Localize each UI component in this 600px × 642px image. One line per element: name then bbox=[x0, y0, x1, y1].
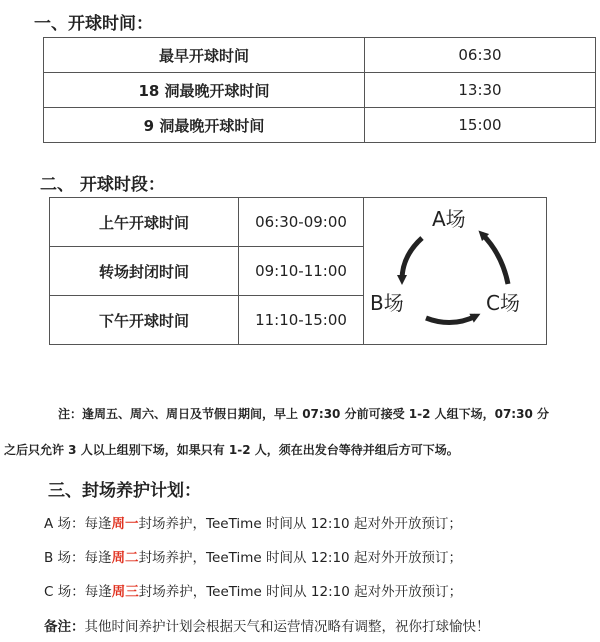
row-label: 下午开球时间 bbox=[50, 296, 239, 345]
plan-item-c bbox=[44, 580, 462, 600]
row-value: 09:10-11:00 bbox=[239, 247, 364, 296]
row-value: 15:00 bbox=[365, 108, 596, 143]
plan-day: 周三 bbox=[111, 584, 139, 600]
table-row bbox=[44, 73, 596, 108]
plan-suffix: 封场养护，TeeTime 时间从 12:10 起对外开放预订； bbox=[138, 584, 463, 600]
plan-suffix: 封场养护，TeeTime 时间从 12:10 起对外开放预订； bbox=[138, 550, 462, 566]
row-value: 06:30 bbox=[365, 38, 596, 73]
arrow-c-to-a bbox=[482, 234, 508, 284]
section2-title: 二、 开球时段： bbox=[40, 175, 165, 195]
rotation-diagram-cell bbox=[364, 198, 547, 345]
tee-time-table bbox=[43, 37, 596, 143]
note-line-2: 之后只允许 3 人以上组别下场，如果只有 1-2 人，须在出发台等待并组后方可下场。 bbox=[4, 443, 459, 457]
rotation-diagram bbox=[364, 198, 544, 344]
remark-text: 其他时间养护计划会根据天气和运营情况略有调整，祝你打球愉快！ bbox=[84, 619, 490, 635]
court-a-label: A场 bbox=[432, 207, 466, 231]
table-row bbox=[50, 198, 547, 247]
note-line-1 bbox=[58, 404, 549, 424]
row-label: 转场封闭时间 bbox=[50, 247, 239, 296]
note-text-1: 逢周五、周六、周日及节假日期间，早上 07:30 分前可接受 1-2 人组下场，07:30 分 bbox=[82, 407, 549, 421]
plan-item-b bbox=[44, 546, 462, 566]
arrow-b-to-c bbox=[426, 316, 476, 323]
remark-label: 备注： bbox=[44, 619, 85, 635]
plan-day: 周一 bbox=[111, 516, 139, 532]
row-label: 18 洞最晚开球时间 bbox=[44, 73, 365, 108]
table-row bbox=[44, 108, 596, 143]
remark bbox=[44, 615, 490, 635]
plan-item-a bbox=[44, 512, 462, 532]
time-slot-table bbox=[49, 197, 547, 345]
court-b-label: B场 bbox=[370, 291, 404, 315]
section1-title: 一、开球时间： bbox=[34, 14, 153, 34]
note-label: 注： bbox=[58, 407, 83, 421]
plan-prefix: A 场：每逢 bbox=[44, 516, 112, 532]
row-label: 上午开球时间 bbox=[50, 198, 239, 247]
table-row bbox=[44, 38, 596, 73]
plan-prefix: C 场：每逢 bbox=[44, 584, 112, 600]
row-value: 06:30-09:00 bbox=[239, 198, 364, 247]
row-value: 11:10-15:00 bbox=[239, 296, 364, 345]
row-label: 9 洞最晚开球时间 bbox=[44, 108, 365, 143]
plan-suffix: 封场养护，TeeTime 时间从 12:10 起对外开放预订； bbox=[138, 516, 462, 532]
plan-day: 周二 bbox=[111, 550, 139, 566]
row-value: 13:30 bbox=[365, 73, 596, 108]
arrow-a-to-b bbox=[402, 238, 422, 280]
section3-title: 三、封场养护计划： bbox=[48, 481, 201, 501]
court-c-label: C场 bbox=[486, 291, 520, 315]
row-label: 最早开球时间 bbox=[44, 38, 365, 73]
plan-prefix: B 场：每逢 bbox=[44, 550, 112, 566]
